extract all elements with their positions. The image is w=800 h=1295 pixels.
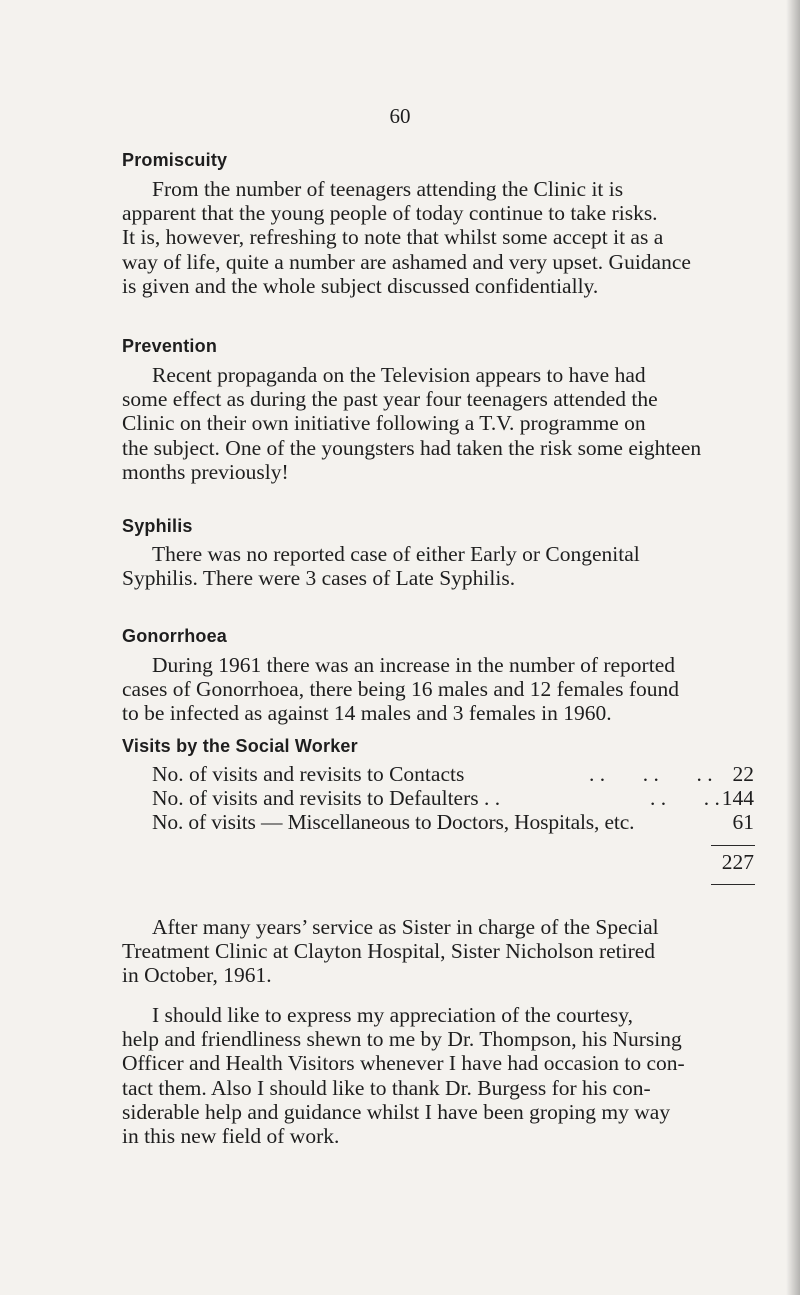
appreciation-line: in this new field of work. <box>122 1124 340 1149</box>
paragraph-appreciation <box>122 1003 754 1148</box>
visits-row-leader: . . . . . . <box>589 762 713 786</box>
prevention-line: Recent propaganda on the Television appears to have had <box>152 363 646 387</box>
paragraph-retirement <box>122 915 754 988</box>
visits-row-label: No. of visits — Miscellaneous to Doctors, Hospitals, etc. <box>152 810 635 834</box>
prevention-line: the subject. One of the youngsters had taken the risk some eighteen <box>122 435 702 460</box>
heading-prevention: Prevention <box>122 336 218 356</box>
visits-row-value: 61 <box>732 810 754 834</box>
appreciation-line: tact them. Also I should like to thank Dr. Burgess for his con- <box>122 1075 651 1100</box>
retirement-line: in October, 1961. <box>122 963 272 988</box>
retirement-line: After many years’ service as Sister in charge of the Special <box>152 915 659 939</box>
promiscuity-line: It is, however, refreshing to note that whilst some accept it as a <box>122 225 664 250</box>
paragraph-gonorrhoea <box>122 653 754 726</box>
syphilis-line: Syphilis. There were 3 cases of Late Syphilis. <box>122 566 516 591</box>
heading-promiscuity: Promiscuity <box>122 150 228 170</box>
paragraph-syphilis <box>122 542 754 590</box>
heading-visits: Visits by the Social Worker <box>122 736 358 756</box>
prevention-line: months previously! <box>122 459 289 484</box>
prevention-line: some effect as during the past year four teenagers attended the <box>122 387 658 412</box>
paragraph-promiscuity <box>122 177 754 298</box>
prevention-line: Clinic on their own initiative following a T.V. programme on <box>122 411 646 436</box>
promiscuity-line: way of life, quite a number are ashamed and very upset. Guidance <box>122 249 691 274</box>
retirement-line: Treatment Clinic at Clayton Hospital, Sister Nicholson retired <box>122 939 656 964</box>
syphilis-line: There was no reported case of either Early or Congenital <box>152 542 640 566</box>
heading-syphilis: Syphilis <box>122 516 193 536</box>
visits-row-label: No. of visits and revisits to Contacts <box>152 762 465 786</box>
appreciation-line: siderable help and guidance whilst I have been groping my way <box>122 1099 671 1124</box>
visits-total: 227 <box>721 850 754 874</box>
heading-gonorrhoea: Gonorrhoea <box>122 626 228 646</box>
appreciation-line: I should like to express my appreciation of the courtesy, <box>152 1003 634 1027</box>
gonorrhoea-line: During 1961 there was an increase in the number of reported <box>152 653 675 677</box>
visits-row-value: 144 <box>721 786 754 810</box>
appreciation-line: Officer and Health Visitors whenever I have had occasion to con- <box>122 1051 685 1076</box>
gonorrhoea-line: to be infected as against 14 males and 3 females in 1960. <box>122 701 612 726</box>
page-number: 60 <box>389 104 411 128</box>
visits-row-label: No. of visits and revisits to Defaulters . . <box>152 786 501 810</box>
paragraph-prevention <box>122 363 754 484</box>
visits-row-leader: . . . . <box>650 786 720 810</box>
total-rule-bottom <box>711 884 755 885</box>
promiscuity-line: From the number of teenagers attending the Clinic it is <box>152 177 624 201</box>
total-rule-top <box>711 845 755 846</box>
promiscuity-line: apparent that the young people of today continue to take risks. <box>122 201 658 226</box>
page-edge-shadow <box>786 0 800 1295</box>
promiscuity-line: is given and the whole subject discussed confidentially. <box>122 273 599 298</box>
appreciation-line: help and friendliness shewn to me by Dr. Thompson, his Nursing <box>122 1027 682 1052</box>
gonorrhoea-line: cases of Gonorrhoea, there being 16 males and 12 females found <box>122 677 680 702</box>
visits-row-value: 22 <box>732 762 754 786</box>
